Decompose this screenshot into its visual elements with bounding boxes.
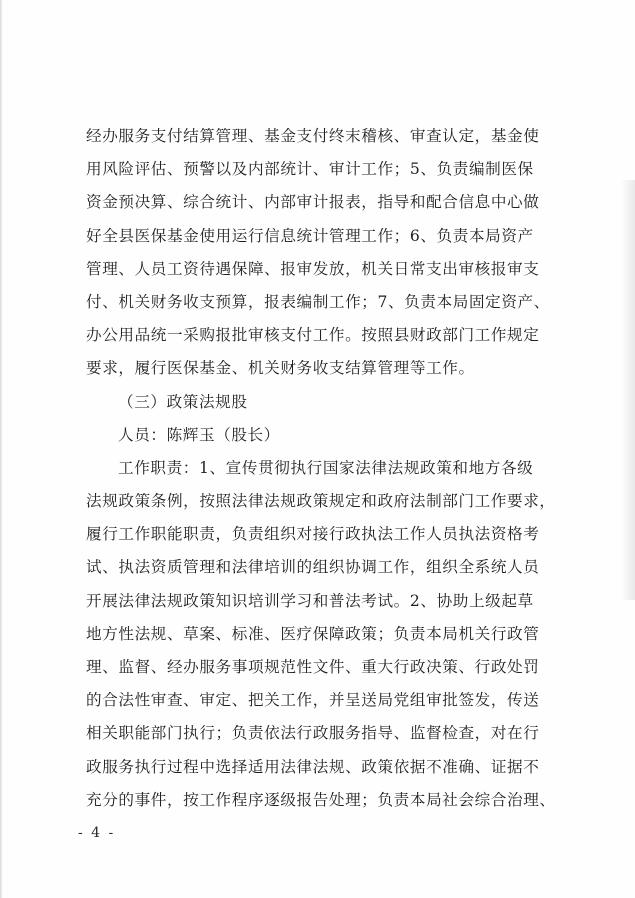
paragraph-line: 法规政策条例，按照法律法规政策规定和政府法制部门工作要求， [86, 492, 556, 511]
paragraph-line: 用风险评估、预警以及内部统计、审计工作；5、负责编制医保 [86, 160, 534, 179]
paragraph-line: 要求，履行医保基金、机关财务收支结算管理等工作。 [86, 359, 475, 378]
scan-edge-shadow-left [0, 0, 3, 898]
paragraph-line: 履行工作职能职责，负责组织对接行政执法工作人员执法资格考 [86, 525, 540, 544]
paragraph-line: 付、机关财务收支预算，报表编制工作；7、负责本局固定资产、 [86, 292, 550, 311]
paragraph-line: 资金预决算、综合统计、内部审计报表，指导和配合信息中心做 [86, 193, 540, 212]
paragraph-line: 经办服务支付结算管理、基金支付终末稽核、审查认定，基金使 [86, 127, 540, 145]
paragraph-line: 充分的事件，按工作程序逐级报告处理；负责本局社会综合治理、 [86, 790, 556, 809]
paragraph-line: 试、执法资质管理和法律培训的组织协调工作，组织全系统人员 [86, 558, 540, 577]
paragraph-line: 的合法性审查、审定、把关工作，并呈送局党组审批签发，传送 [86, 691, 540, 710]
paragraph-line: 工作职责：1、宣传贯彻执行国家法律法规政策和地方各级 [118, 458, 534, 477]
paragraph-line: 政服务执行过程中选择适用法律法规、政策依据不准确、证据不 [86, 757, 540, 776]
paragraph-line: 好全县医保基金使用运行信息统计管理工作；6、负责本局资产 [86, 226, 534, 245]
paragraph-line: 相关职能部门执行；负责依法行政服务指导、监督检查，对在行 [86, 724, 540, 743]
page-number: - 4 - [78, 825, 116, 841]
personnel-line: 人员：陈辉玉（股长） [118, 425, 280, 444]
scan-edge-shadow-right [621, 180, 635, 600]
paragraph-line: 地方性法规、草案、标准、医疗保障政策；负责本局机关行政管 [86, 624, 540, 643]
section-heading: （三）政策法规股 [118, 392, 248, 411]
paragraph-line: 办公用品统一采购报批审核支付工作。按照县财政部门工作规定 [86, 326, 540, 345]
paragraph-line: 开展法律法规政策知识培训学习和普法考试。2、协助上级起草 [86, 591, 534, 610]
paragraph-line: 理、监督、经办服务事项规范性文件、重大行政决策、行政处罚 [86, 658, 540, 676]
paragraph-line: 管理、人员工资待遇保障、报审发放，机关日常支出审核报审支 [86, 259, 540, 278]
body-text [86, 120, 586, 817]
